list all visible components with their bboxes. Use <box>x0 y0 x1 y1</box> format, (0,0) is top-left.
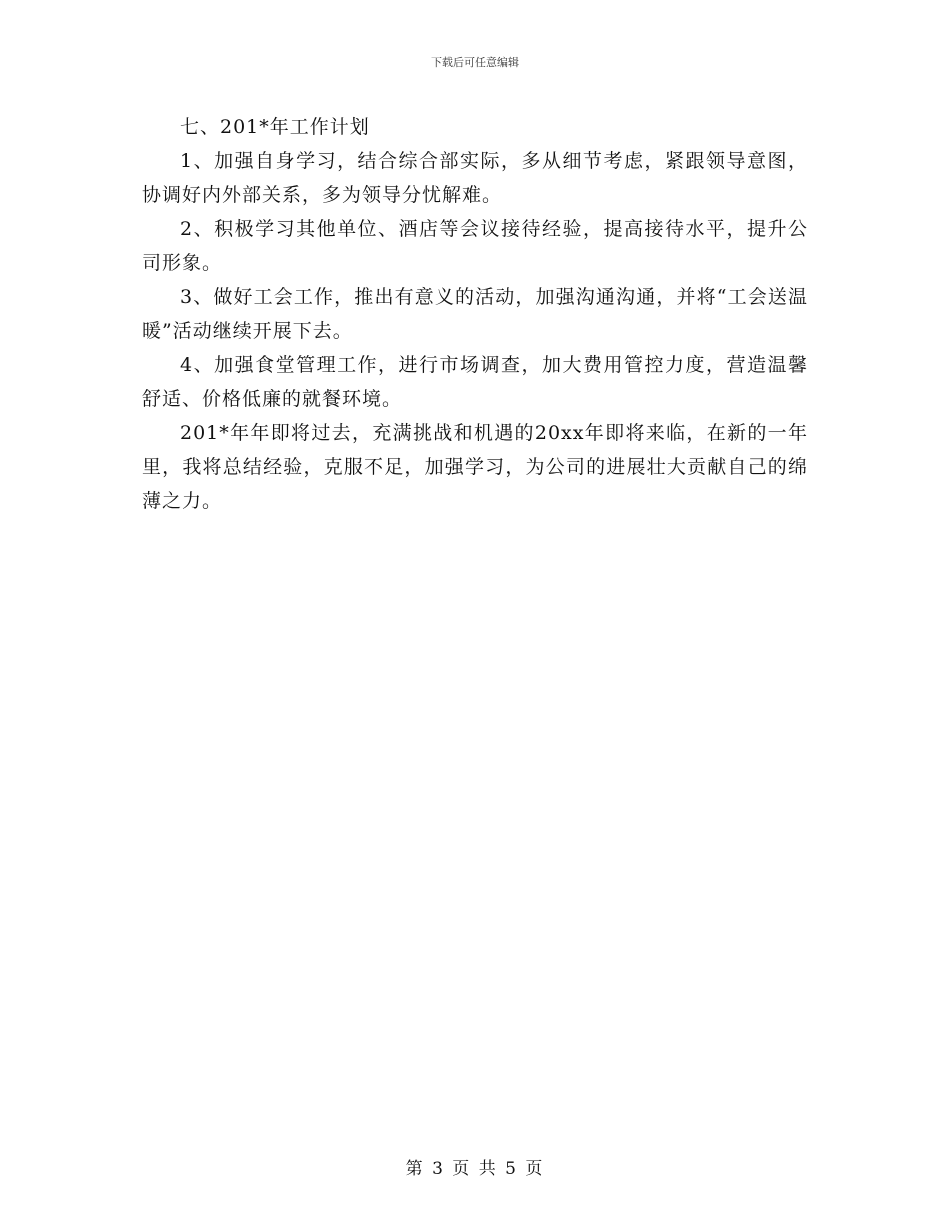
paragraph-item-3: 3、做好工会工作，推出有意义的活动，加强沟通沟通，并将“工会送温暖”活动继续开展下去。 <box>142 286 808 342</box>
paragraph-item-1: 1、加强自身学习，结合综合部实际，多从细节考虑，紧跟领导意图，协调好内外部关系，多为领导分忧解难。 <box>142 150 808 206</box>
page-number: 第 3 页 共 5 页 <box>405 1159 545 1179</box>
closing-paragraph: 201*年年即将过去，充满挑战和机遇的20xx年即将来临，在新的一年里，我将总结经验，克服不足，加强学习，为公司的进展壮大贡献自己的绵薄之力。 <box>142 422 808 512</box>
paragraph-item-4: 4、加强食堂管理工作，进行市场调查，加大费用管控力度，营造温馨舒适、价格低廉的就餐环境。 <box>142 354 808 410</box>
section-heading: 七、201*年工作计划 <box>180 116 370 138</box>
document-body <box>142 110 808 518</box>
paragraph-item-2: 2、积极学习其他单位、酒店等会议接待经验，提高接待水平，提升公司形象。 <box>142 218 808 274</box>
page-header-note: 下载后可任意编辑 <box>431 56 519 69</box>
